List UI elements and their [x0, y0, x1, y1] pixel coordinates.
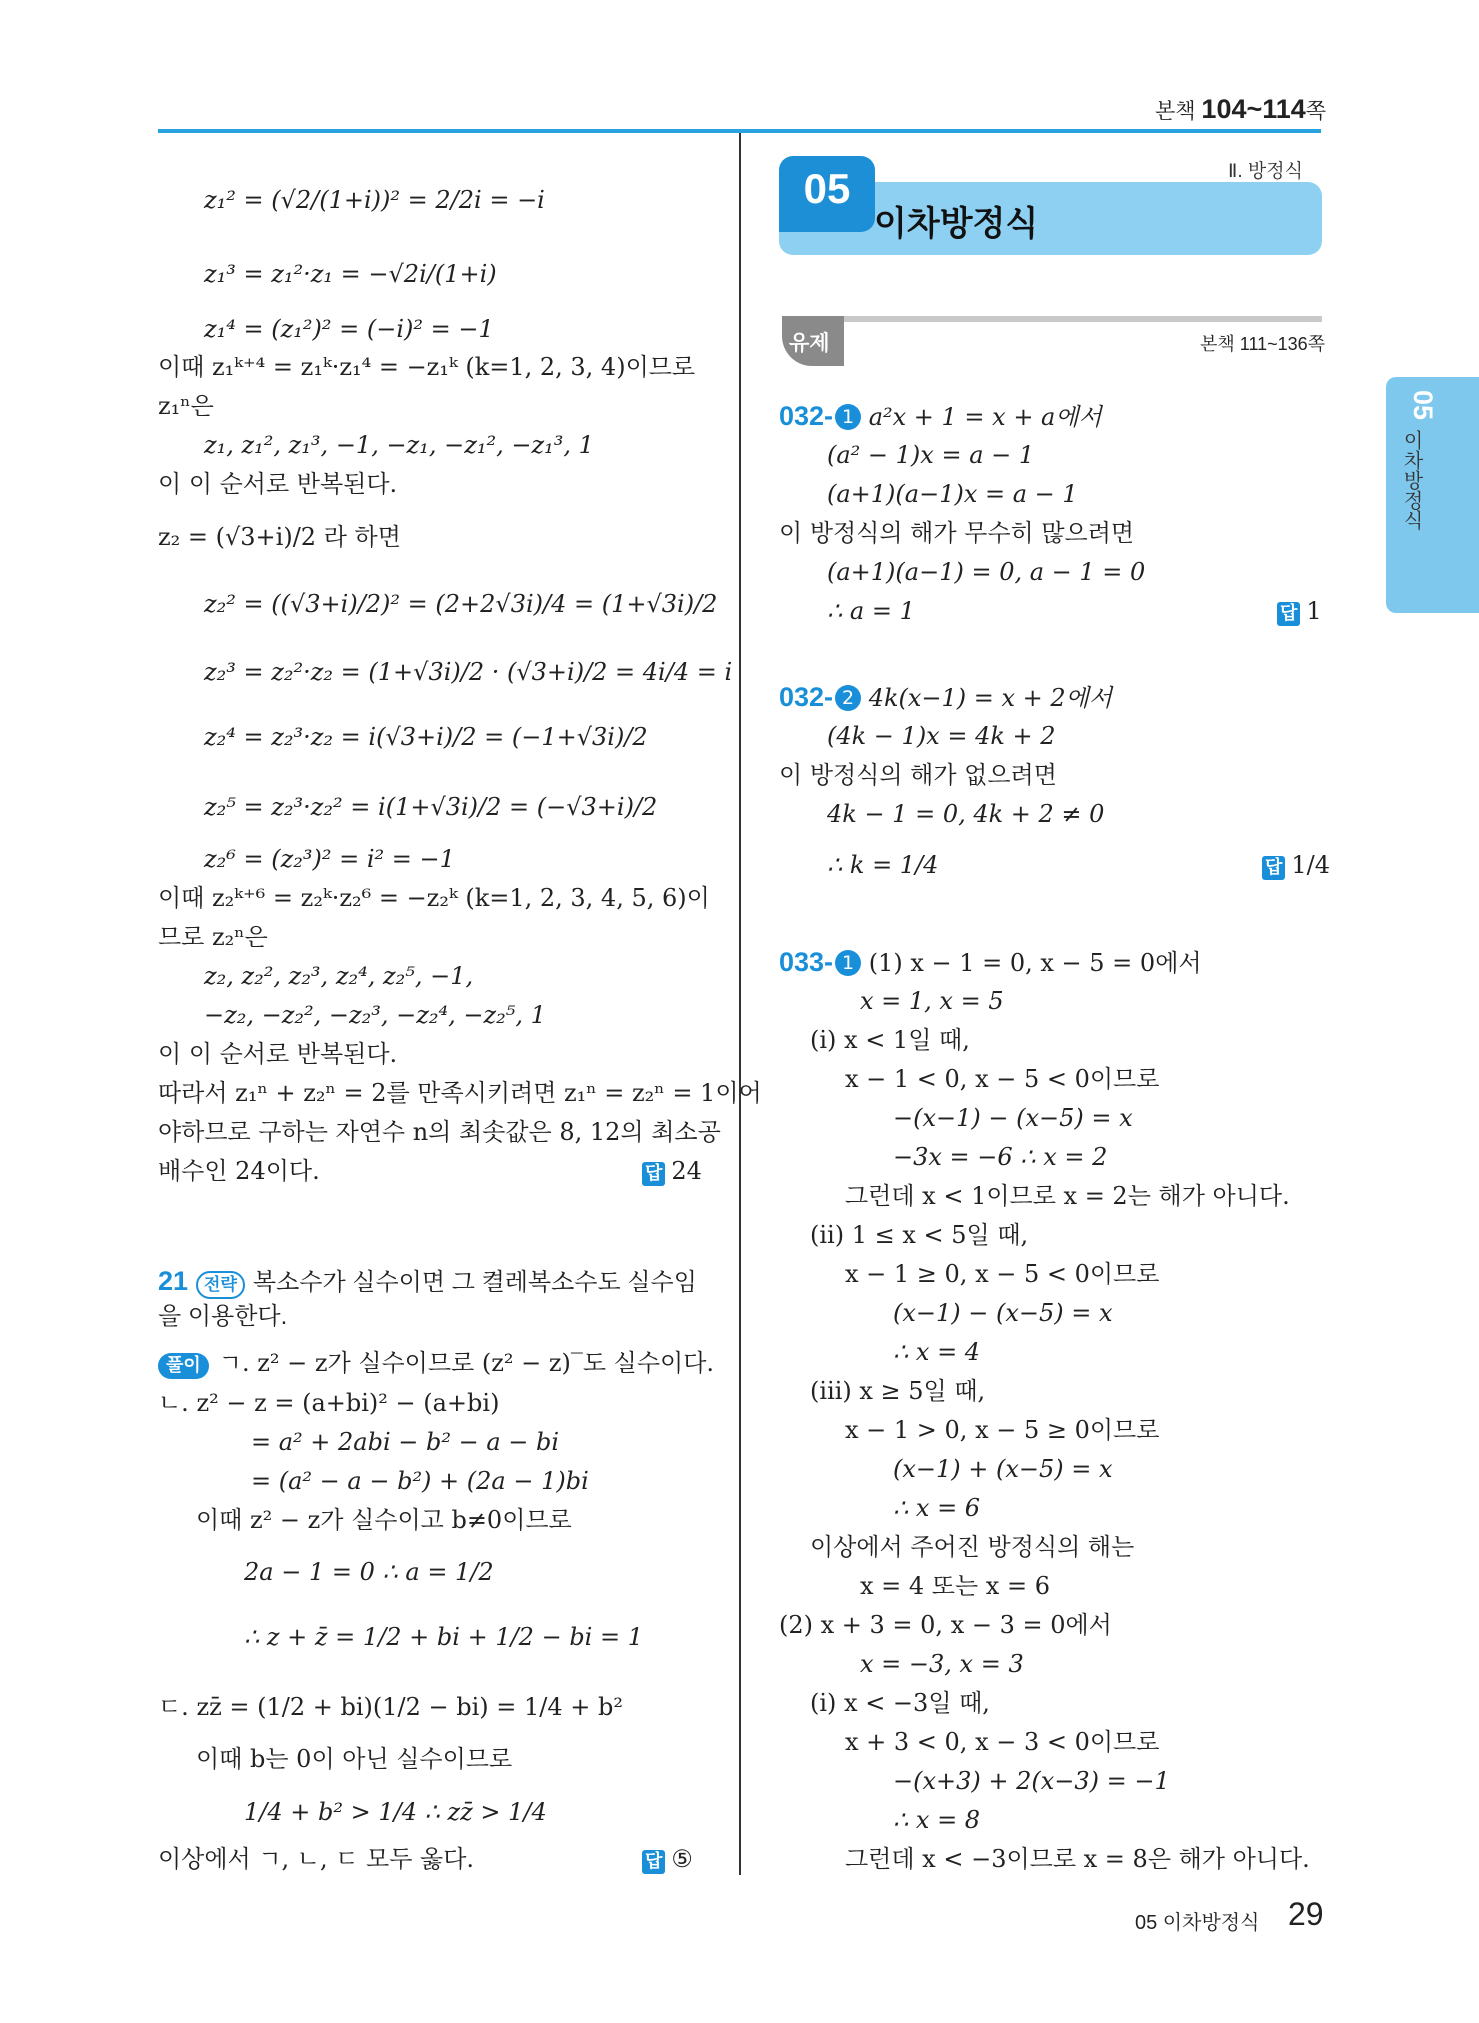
- answer-badge: 답: [1262, 856, 1285, 880]
- solution-line: (ⅰ) x < −3일 때,: [810, 1689, 990, 1717]
- side-tab-number: 05: [1408, 389, 1438, 421]
- solution-line: 그런데 x < 1이므로 x = 2는 해가 아니다.: [845, 1182, 1290, 1210]
- solution-line: (x−1) − (x−5) = x: [893, 1299, 1113, 1327]
- text-line: 야하므로 구하는 자연수 n의 최솟값은 8, 12의 최소공: [158, 1118, 721, 1146]
- math-line: z₂, z₂², z₂³, z₂⁴, z₂⁵, −1,: [204, 962, 474, 990]
- question-number: 21: [158, 1266, 189, 1296]
- text-line: 이 이 순서로 반복된다.: [158, 1040, 398, 1068]
- solution-line: = (a² − a − b²) + (2a − 1)bi: [251, 1467, 589, 1495]
- solution-line: 1/4 + b² > 1/4 ∴ zz̄ > 1/4: [244, 1798, 547, 1826]
- strategy-text-cont: 을 이용한다.: [158, 1303, 288, 1330]
- math-line: z₂⁵ = z₂³·z₂² = i(1+√3i)/2 = (−√3+i)/2: [204, 793, 658, 821]
- answer-value: ⑤: [671, 1845, 693, 1873]
- text-line: 배수인 24이다.: [158, 1157, 320, 1185]
- solution-line: 이 방정식의 해가 없으려면: [779, 761, 1057, 789]
- strategy-badge: 전략: [196, 1271, 245, 1299]
- math-line: z₁² = (√2/(1+i))² = 2/2i = −i: [204, 186, 545, 214]
- text-line: 이 이 순서로 반복된다.: [158, 470, 398, 498]
- question-number: 032-: [779, 401, 834, 431]
- question-number: 032-: [779, 682, 834, 712]
- solution-line: (ⅱ) 1 ≤ x < 5일 때,: [810, 1221, 1029, 1249]
- solution-line: (a+1)(a−1)x = a − 1: [827, 480, 1078, 508]
- answer-value: 1: [1306, 597, 1322, 625]
- question-032-1: [779, 399, 1102, 434]
- solution-line: x + 3 < 0, x − 3 < 0이므로: [845, 1728, 1160, 1756]
- solution-line: 이 방정식의 해가 무수히 많으려면: [779, 519, 1135, 547]
- chapter-number: 05: [803, 165, 851, 212]
- solution-line: ㄷ. zz̄ = (1/2 + bi)(1/2 − bi) = 1/4 + b²: [158, 1693, 623, 1721]
- answer-032-1: [1277, 594, 1322, 628]
- solution-line: x − 1 < 0, x − 5 < 0이므로: [845, 1065, 1160, 1093]
- text-line: z₁ⁿ은: [158, 392, 214, 420]
- solution-line: (4k − 1)x = 4k + 2: [827, 722, 1056, 750]
- math-line: z₁, z₁², z₁³, −1, −z₁, −z₁², −z₁³, 1: [204, 431, 594, 459]
- question-032-2: [779, 680, 1112, 715]
- circled-number: 1: [835, 404, 861, 430]
- solution-line: 이때 b는 0이 아닌 실수이므로: [196, 1745, 513, 1773]
- answer-value: 24: [671, 1157, 702, 1185]
- solution-line: ∴ x = 6: [893, 1494, 981, 1522]
- text-line: 이때 z₁ᵏ⁺⁴ = z₁ᵏ·z₁⁴ = −z₁ᵏ (k=1, 2, 3, 4)이므로: [158, 353, 696, 381]
- question-21-header: [158, 1264, 697, 1300]
- column-divider: [739, 133, 741, 1875]
- solution-line: ∴ x = 4: [893, 1338, 981, 1366]
- part-label: Ⅱ. 방정식: [1228, 161, 1303, 182]
- math-line: z₂⁶ = (z₂³)² = i² = −1: [204, 845, 455, 873]
- chapter-title: 이차방정식: [874, 205, 1039, 243]
- page-number: 29: [1288, 1896, 1324, 1932]
- solution-text: 4k(x−1) = x + 2에서: [868, 684, 1113, 712]
- text-line: 이때 z₂ᵏ⁺⁶ = z₂ᵏ·z₂⁶ = −z₂ᵏ (k=1, 2, 3, 4, 5, 6)이: [158, 884, 710, 912]
- solution-line: ㄴ. z² − z = (a+bi)² − (a+bi): [158, 1389, 500, 1417]
- text-line: 따라서 z₁ⁿ + z₂ⁿ = 2를 만족시키려면 z₁ⁿ = z₂ⁿ = 1이어: [158, 1079, 762, 1107]
- solution-text: ㄱ. z² − z가 실수이므로 (z² − z)‾도 실수이다.: [218, 1349, 715, 1377]
- answer-badge: 답: [1277, 602, 1300, 626]
- answer-21: [642, 1842, 693, 1876]
- solution-line: x − 1 ≥ 0, x − 5 < 0이므로: [845, 1260, 1160, 1288]
- answer-badge: 답: [642, 1850, 665, 1874]
- solution-line: ∴ k = 1/4: [827, 851, 939, 879]
- solution-line: ∴ x = 8: [893, 1806, 981, 1834]
- solution-badge: 풀이: [158, 1353, 209, 1379]
- header-suffix: 쪽: [1305, 100, 1327, 123]
- solution-line: (ⅲ) x ≥ 5일 때,: [810, 1377, 986, 1405]
- solution-text: a²x + 1 = x + a에서: [868, 403, 1102, 431]
- math-line: −z₂, −z₂², −z₂³, −z₂⁴, −z₂⁵, 1: [204, 1001, 546, 1029]
- solution-line: x = 1, x = 5: [860, 987, 1004, 1015]
- text-line: z₂ = (√3+i)/2 라 하면: [158, 523, 401, 551]
- solution-line: 이상에서 ㄱ, ㄴ, ㄷ 모두 옳다.: [158, 1845, 475, 1873]
- footer-chapter-label: 05 이차방정식: [1135, 1912, 1260, 1934]
- solution-line: x = 4 또는 x = 6: [860, 1572, 1050, 1600]
- solution-line: −3x = −6 ∴ x = 2: [893, 1143, 1108, 1171]
- solution-line: (a² − 1)x = a − 1: [827, 441, 1035, 469]
- math-line: z₁⁴ = (z₁²)² = (−i)² = −1: [204, 315, 494, 343]
- solution-line: (2) x + 3 = 0, x − 3 = 0에서: [779, 1611, 1112, 1639]
- strategy-text: 복소수가 실수이면 그 켤레복소수도 실수임: [252, 1269, 697, 1296]
- solution-line: ∴ z + z̄ = 1/2 + bi + 1/2 − bi = 1: [244, 1623, 643, 1651]
- math-line: z₂² = ((√3+i)/2)² = (2+2√3i)/4 = (1+√3i)/2: [204, 590, 718, 618]
- solution-line: (a+1)(a−1) = 0, a − 1 = 0: [827, 558, 1146, 586]
- text-line: 므로 z₂ⁿ은: [158, 923, 268, 951]
- solution-line: (x−1) + (x−5) = x: [893, 1455, 1113, 1483]
- circled-number: 1: [835, 950, 861, 976]
- solution-line: [158, 1346, 714, 1380]
- section-badge-label: 유제: [789, 332, 830, 355]
- solution-line: 4k − 1 = 0, 4k + 2 ≠ 0: [827, 800, 1105, 828]
- answer-badge: 답: [642, 1162, 665, 1186]
- header-prefix: 본책: [1155, 100, 1196, 123]
- solution-line: 이상에서 주어진 방정식의 해는: [810, 1533, 1135, 1561]
- header-pages: 104~114: [1201, 94, 1306, 124]
- solution-line: 그런데 x < −3이므로 x = 8은 해가 아니다.: [845, 1845, 1310, 1873]
- question-number: 033-: [779, 947, 834, 977]
- answer-032-2: [1262, 848, 1330, 882]
- solution-text: (1) x − 1 = 0, x − 5 = 0에서: [868, 949, 1202, 977]
- solution-line: x = −3, x = 3: [860, 1650, 1024, 1678]
- solution-line: 2a − 1 = 0 ∴ a = 1/2: [244, 1558, 494, 1586]
- solution-line: ∴ a = 1: [827, 597, 915, 625]
- math-line: z₁³ = z₁²·z₁ = −√2i/(1+i): [204, 260, 497, 288]
- solution-line: = a² + 2abi − b² − a − bi: [251, 1428, 560, 1456]
- solution-line: (ⅰ) x < 1일 때,: [810, 1026, 970, 1054]
- solution-line: x − 1 > 0, x − 5 ≥ 0이므로: [845, 1416, 1160, 1444]
- page-range-header: [1155, 94, 1326, 125]
- side-tab-label: 이차방정식: [1400, 430, 1422, 530]
- solution-line: −(x+3) + 2(x−3) = −1: [893, 1767, 1170, 1795]
- solution-line: −(x−1) − (x−5) = x: [893, 1104, 1133, 1132]
- circled-number: 2: [835, 685, 861, 711]
- section-page-ref: 본책 111~136쪽: [1200, 334, 1326, 354]
- answer-24: [642, 1154, 702, 1188]
- math-line: z₂⁴ = z₂³·z₂ = i(√3+i)/2 = (−1+√3i)/2: [204, 723, 648, 751]
- answer-value: 1/4: [1291, 851, 1331, 879]
- question-033-1: [779, 945, 1202, 980]
- math-line: z₂³ = z₂²·z₂ = (1+√3i)/2 · (√3+i)/2 = 4i/4 = i: [204, 658, 733, 686]
- solution-line: 이때 z² − z가 실수이고 b≠0이므로: [196, 1506, 572, 1534]
- section-rule: [835, 316, 1322, 322]
